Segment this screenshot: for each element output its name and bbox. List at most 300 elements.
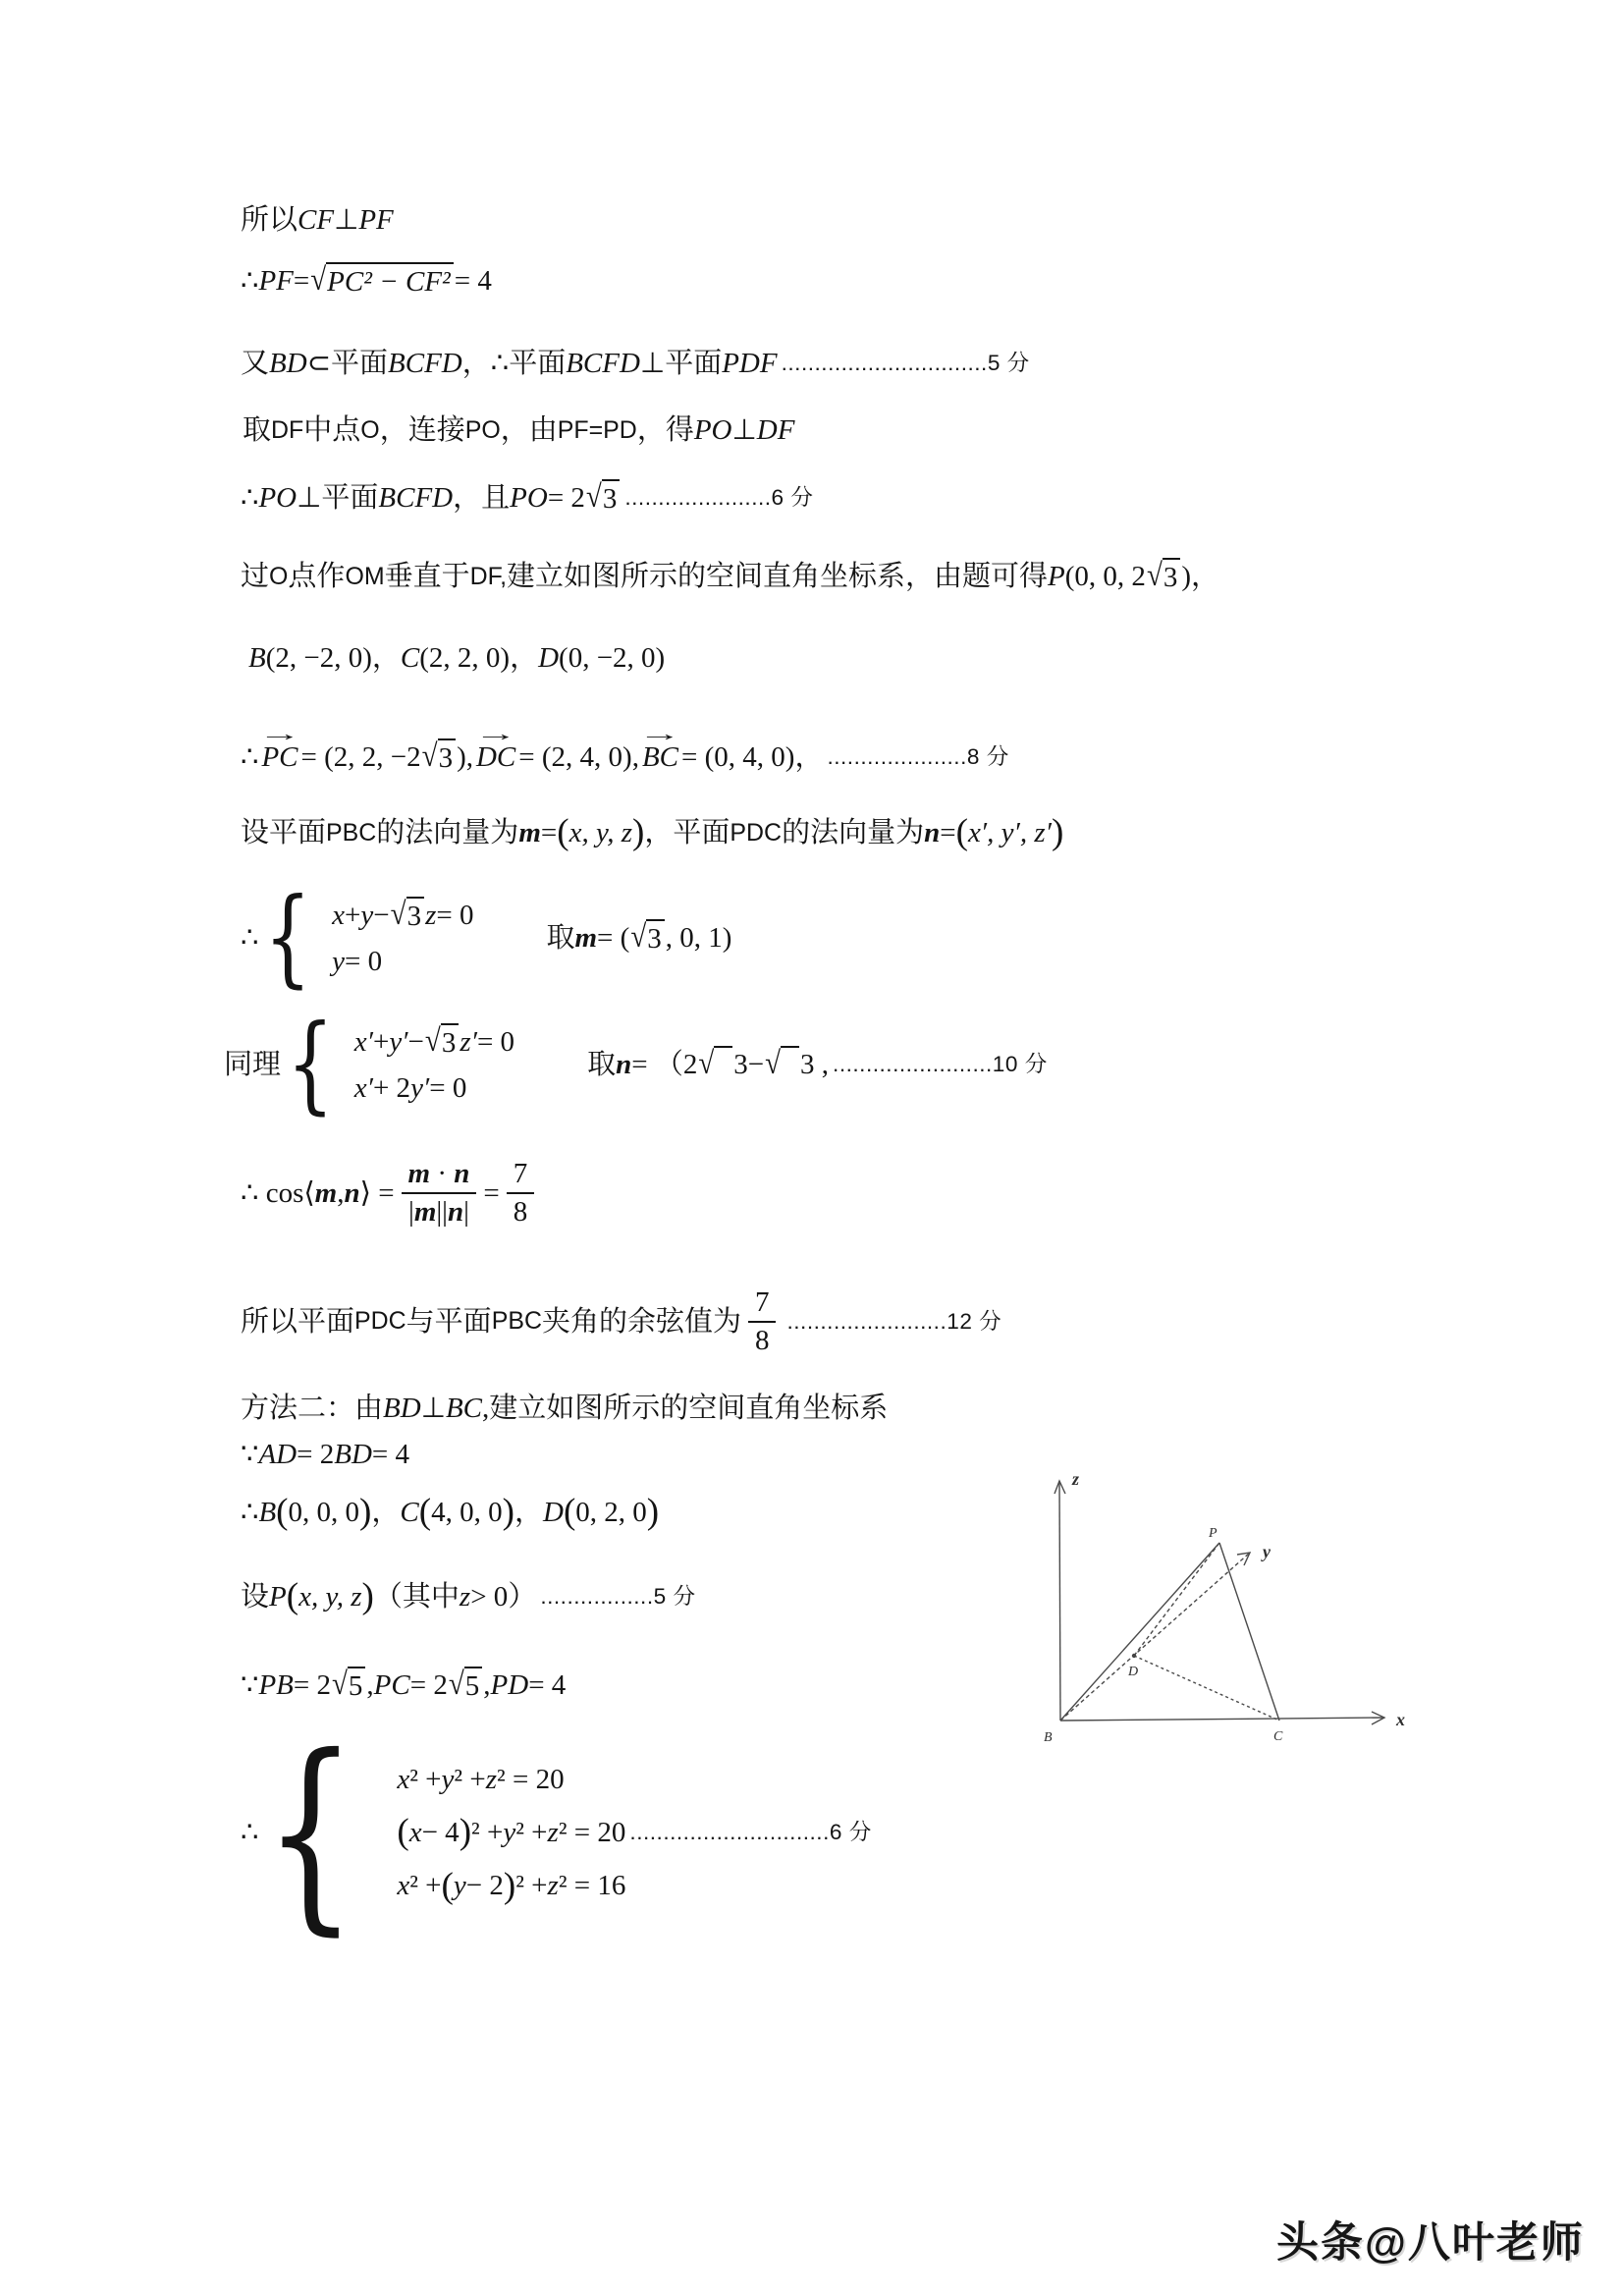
text-segment: ， [1191,561,1220,592]
edge-d-p [1134,1543,1219,1656]
math-token: √ [424,1022,441,1059]
text-segment: ) [1052,812,1064,853]
text-segment: z′ [460,1025,477,1058]
watermark: 头条@八叶老师 [1276,2219,1585,2267]
sqrt-expression [586,479,620,517]
text-segment: PDC [354,1307,406,1336]
text-segment: + 2 [372,1072,411,1104]
text-segment: z [459,1580,471,1613]
text-segment: 取 [546,921,575,954]
line-ad-2bd [241,1437,409,1472]
text-segment: DF [271,415,304,444]
text-segment: ² + [409,1763,442,1795]
text-segment: (0, −2, 0) [559,642,666,674]
text-segment: 3 [733,1048,748,1080]
text-segment: ⟩ = [359,1176,395,1209]
text-segment: y [503,1816,516,1848]
text-segment: = 0 [436,899,474,931]
text-segment: ) [1181,561,1192,592]
text-segment: = 4 [454,264,492,297]
math-token: √ [421,738,438,774]
line-pf-sqrt [241,253,492,308]
text-segment: 平面 [509,348,567,379]
math-token: √ [448,1666,464,1702]
text-segment: ∵ [241,1439,259,1470]
text-segment: O [269,562,289,590]
text-segment: 0, 2, 0 [575,1496,647,1528]
vector-symbol: → DC [476,739,515,775]
line-points-bcd-2 [241,1485,659,1540]
text-segment: 取 [587,1048,617,1080]
text-segment: ) [361,1576,374,1617]
text-segment: 的法向量为 [376,817,519,848]
text-segment: > 0 [470,1580,509,1613]
text-segment: = (2, 2, −2 [300,740,421,773]
vector-symbol: → PC [261,739,298,775]
math-token: √ [1146,557,1163,593]
sqrt-expression [698,1046,732,1084]
text-segment: 所以平面 [241,1305,355,1338]
text-segment: = 2 [409,1668,448,1701]
sqrt-expression [1147,558,1180,595]
text-segment: = 4 [371,1439,410,1470]
text-segment: DF, [469,562,508,590]
text-segment: ( [286,1576,299,1617]
system-brace: { [264,1710,357,1953]
text-segment: = （2 [631,1048,698,1080]
text-segment: OM [345,562,385,590]
text-segment: ， [371,1496,401,1528]
text-segment: 垂直于 [384,561,470,592]
text-segment: ² = 20 [558,1816,626,1848]
text-segment: ...............................5 分 [781,350,1030,375]
text-segment: m [413,1196,437,1228]
fraction [507,1158,535,1230]
text-segment: · [430,1157,455,1189]
math-token: 3 [646,919,665,957]
text-segment: PD [490,1668,529,1701]
line-points-bcd [248,640,665,676]
text-segment: = 0 [476,1025,515,1058]
text-segment: ( [955,812,968,853]
text-segment: n [924,817,941,848]
text-segment: BD [269,348,307,379]
text-segment: B [248,642,266,674]
equation-system [264,1710,872,1953]
math-token [748,1323,777,1357]
math-token: PC² − CF² [326,262,454,300]
edge-b-p [1060,1543,1219,1721]
text-segment: PO [464,415,501,444]
equation-row [332,939,473,984]
text-segment: PC [373,1668,410,1701]
text-segment: BCFD [378,481,454,514]
edge-d-c [1134,1656,1279,1721]
text-segment: .....................8 分 [827,743,1009,769]
sqrt-expression [391,897,424,934]
text-segment: n [344,1176,360,1209]
text-segment: 的法向量为 [782,817,925,848]
text-segment: 平面 [321,481,379,514]
sqrt-expression [422,738,456,776]
line-set-p [241,1571,696,1622]
text-segment: ，得 [636,414,694,446]
text-segment: ² + [515,1870,548,1902]
text-segment: ，由 [500,414,558,446]
text-segment: = (2, 4, 0), [518,740,639,773]
text-segment: BCFD [566,348,640,379]
text-segment: ⊥ [297,481,322,514]
sqrt-expression [630,919,664,957]
text-segment: | [463,1196,469,1228]
text-segment: x, y, z [298,1580,362,1613]
text-segment: n [616,1048,632,1080]
text-segment: PDF [722,348,778,379]
line-normal-vectors [241,812,1064,853]
text-segment: , [337,1176,345,1209]
math-token [714,1046,732,1075]
text-segment: BCFD [388,348,462,379]
text-segment: O [360,415,380,444]
text-segment: ² + [515,1816,548,1848]
math-token [781,1046,799,1075]
point-d-marker [1132,1654,1136,1658]
text-segment: 取 [243,414,272,446]
text-segment: , [483,1668,491,1701]
text-segment: ........................10 分 [833,1051,1048,1076]
math-token [354,1018,514,1112]
text-segment: BD [383,1393,421,1424]
text-segment: z [485,1763,498,1795]
text-segment: 与平面 [406,1305,492,1338]
text-segment: − [373,899,390,931]
text-segment: 建立如图所示的空间直角坐标系，由题可得 [507,561,1049,592]
text-segment: ⊂ [306,348,331,379]
text-segment: x, y, z [568,817,633,848]
text-segment: + [372,1025,390,1058]
text-segment: AD [258,1439,298,1470]
text-segment: 方法二：由 [241,1393,384,1424]
equation-row [354,1018,514,1066]
text-segment: 同理 [224,1048,282,1080]
line-pb-pc-pd [241,1662,566,1709]
text-segment: ） [508,1580,537,1613]
line-system-distances [241,1710,945,1953]
sqrt-expression [310,262,454,300]
line-cosine-formula [241,1151,541,1235]
vector-symbol: → BC [642,739,678,775]
text-segment: D [538,642,560,674]
text-segment: DF [756,414,795,446]
text-segment: ∴ [241,921,259,954]
line-midpoint-o [243,412,794,448]
text-segment: (0, 0, 2 [1064,561,1146,592]
text-segment: (2, −2, 0) [265,642,372,674]
text-segment: 3 , [800,1048,830,1080]
fraction [748,1286,777,1358]
text-segment: z [547,1816,559,1848]
text-segment: PBC [491,1307,542,1336]
x-axis [1060,1718,1384,1721]
text-segment: 平面 [331,348,389,379]
text-segment: m [574,921,598,954]
text-segment: − [747,1048,765,1080]
text-segment: CF [298,204,335,236]
text-segment: ), [457,740,473,773]
text-segment: ² = 20 [497,1763,565,1795]
text-segment: P [1048,561,1065,592]
text-segment: PO [693,414,732,446]
sqrt-expression [765,1046,799,1084]
text-segment: ∴ [241,481,259,514]
text-segment: ( [441,1865,454,1906]
text-segment: x [397,1870,410,1902]
text-segment: = [293,264,310,297]
equation-system [264,876,474,1000]
equation-row [354,1066,514,1111]
text-segment: ) [503,1865,516,1906]
text-segment: P [269,1580,287,1613]
text-segment: PB [258,1668,294,1701]
text-segment: y [332,946,346,977]
text-segment: = 2 [547,481,585,514]
text-segment: ,建立如图所示的空间直角坐标系 [482,1393,889,1424]
text-segment: ² + [454,1763,486,1795]
text-segment: ( [397,1812,409,1853]
text-segment: ∴ [241,1816,259,1848]
text-segment: ( [276,1492,289,1533]
text-segment: = (0, 4, 0) [681,740,795,773]
text-segment: z [547,1870,559,1902]
math-token: 3 [406,897,425,934]
text-segment: ⊥ [334,204,359,236]
text-segment: 8 [513,1196,528,1228]
text-segment: − [407,1025,424,1058]
z-axis-label: z [1072,1469,1080,1489]
line-system-n [224,1003,1048,1126]
text-segment: ， [514,1496,543,1528]
text-segment: = 0 [429,1072,467,1104]
text-segment: C [400,642,420,674]
x-axis-label: x [1396,1710,1405,1729]
z-axis [1059,1481,1060,1721]
equation-row [397,1859,871,1912]
text-segment: 设 [241,1580,270,1613]
text-segment: ) [459,1812,472,1853]
text-segment: ) [646,1492,660,1533]
text-segment: y′ [389,1025,408,1058]
text-segment: − 2 [465,1870,504,1902]
text-segment: ∵ [241,1668,259,1701]
text-segment: 点作 [288,561,346,592]
math-token [507,1194,535,1229]
text-segment: ⊥ [420,1393,446,1424]
text-segment: n [448,1196,464,1228]
text-segment: 又 [241,348,270,379]
text-segment: 平面 [665,348,723,379]
line-cf-perp-pf [241,202,394,238]
text-segment: BD [334,1439,372,1470]
text-segment: ) [502,1492,514,1533]
text-segment: ² + [471,1816,504,1848]
math-token: 3 [1163,558,1181,595]
equation-system [287,1003,515,1126]
point-c-label: C [1273,1729,1283,1744]
edge-p-c [1219,1543,1279,1721]
text-segment: | [408,1196,414,1228]
text-segment: n [454,1157,470,1189]
text-segment: ∴ [241,1496,259,1528]
text-segment: m [518,817,541,848]
text-segment: , [366,1668,374,1701]
text-segment: PBC [326,818,377,847]
point-d-label: D [1128,1665,1139,1679]
text-segment: = [483,1176,500,1209]
text-segment: （其中 [373,1580,460,1613]
text-segment: ² = 16 [558,1870,626,1902]
text-segment: ， [510,642,539,674]
text-segment: ......................6 分 [624,484,814,510]
text-segment: PF [258,264,294,297]
math-token: √ [310,261,327,298]
line-po-perp [241,474,814,521]
text-segment: = 0 [345,946,383,977]
math-token: 5 [348,1667,366,1704]
line-coordinate-setup [241,558,1219,595]
text-segment: 8 [754,1325,770,1356]
text-segment: , 0, 1) [665,921,732,954]
text-segment: ∴ [241,264,259,297]
y-axis-label: y [1263,1542,1271,1561]
point-b-label: B [1044,1730,1053,1745]
coordinate-diagram [1011,1442,1434,1766]
text-segment: ( [563,1492,576,1533]
math-token: √ [630,918,647,955]
math-token: 5 [464,1667,483,1704]
math-token [748,1286,777,1323]
text-segment: + [345,899,361,931]
text-segment: ( [418,1492,432,1533]
text-segment: 中点 [303,414,361,446]
math-token [397,1753,871,1913]
text-segment: ⊥ [639,348,666,379]
sqrt-expression [425,1023,459,1061]
math-token [1055,1481,1384,1724]
fraction [402,1158,477,1230]
system-brace: { [264,876,312,1000]
line-plane-perp [241,346,1030,381]
text-segment: C [400,1496,419,1528]
text-segment: PDC [730,818,783,847]
line-vectors [241,715,1009,786]
math-token [332,892,473,985]
text-segment: 所以 [241,204,298,236]
text-segment: x [397,1763,410,1795]
text-segment: 4, 0, 0 [431,1496,503,1528]
text-segment: = 4 [528,1668,567,1701]
text-segment: ∴ cos⟨ [241,1176,315,1209]
text-segment: ， [461,348,491,379]
text-segment: ，且 [453,481,511,514]
text-segment: ，连接 [379,414,465,446]
text-segment: ² + [409,1870,442,1902]
text-segment: z [425,899,437,931]
text-segment: ........................12 分 [786,1308,1002,1334]
equation-row [332,892,473,939]
text-segment: ⊥ [731,414,757,446]
text-segment: 过 [241,561,270,592]
text-segment: (2, 2, 0) [419,642,511,674]
text-segment: = ( [597,921,630,954]
text-segment: x′, y′, z′ [967,817,1052,848]
text-segment: m [314,1176,338,1209]
text-segment: x [332,899,346,931]
system-brace: { [287,1003,335,1126]
text-segment: = [940,817,956,848]
text-segment: B [258,1496,277,1528]
line-method-two [241,1391,888,1426]
text-segment: y [441,1763,455,1795]
math-token: √ [332,1666,348,1702]
text-segment: − 4 [421,1816,460,1848]
text-segment: = [540,817,558,848]
text-segment: ..............................6 分 [629,1819,872,1844]
text-segment: = 2 [293,1668,331,1701]
text-segment: y [360,899,374,931]
text-segment: BC [445,1393,483,1424]
math-token [1044,1469,1405,1745]
math-token: √ [765,1046,782,1081]
text-segment: .................5 分 [540,1583,696,1609]
text-segment: 0, 0, 0 [288,1496,360,1528]
text-segment: ( [557,812,569,853]
text-segment: ∴ [490,348,510,379]
text-segment: ， [371,642,401,674]
text-segment: 设平面 [241,817,327,848]
line-system-m [241,876,732,1000]
text-segment: || [436,1196,448,1228]
math-token: √ [698,1046,715,1081]
math-token [402,1158,477,1194]
math-token: √ [390,896,406,932]
equation-row [397,1753,871,1806]
text-segment: ) [632,812,645,853]
text-segment: = 2 [297,1439,335,1470]
sqrt-expression [449,1667,482,1704]
text-segment: x′ [353,1025,373,1058]
text-segment: ) [359,1492,372,1533]
text-segment: D [542,1496,564,1528]
text-segment: y′ [410,1072,430,1104]
math-token [402,1194,477,1229]
math-token: √ [585,478,602,515]
line-conclusion-12 [241,1283,1001,1361]
text-segment: y [453,1870,466,1902]
text-segment: 7 [513,1157,528,1189]
text-segment: 夹角的余弦值为 [541,1305,741,1338]
math-token: 3 [438,738,457,776]
text-segment: ， [794,740,824,773]
text-segment: PF [358,204,394,236]
text-segment: PF=PD [557,415,637,444]
text-segment: x [408,1816,422,1848]
text-segment: PO [258,481,298,514]
text-segment: 7 [754,1285,770,1318]
equation-row [397,1806,871,1859]
text-segment: x′ [353,1072,373,1104]
math-token [507,1158,535,1194]
math-token: 3 [602,479,621,517]
